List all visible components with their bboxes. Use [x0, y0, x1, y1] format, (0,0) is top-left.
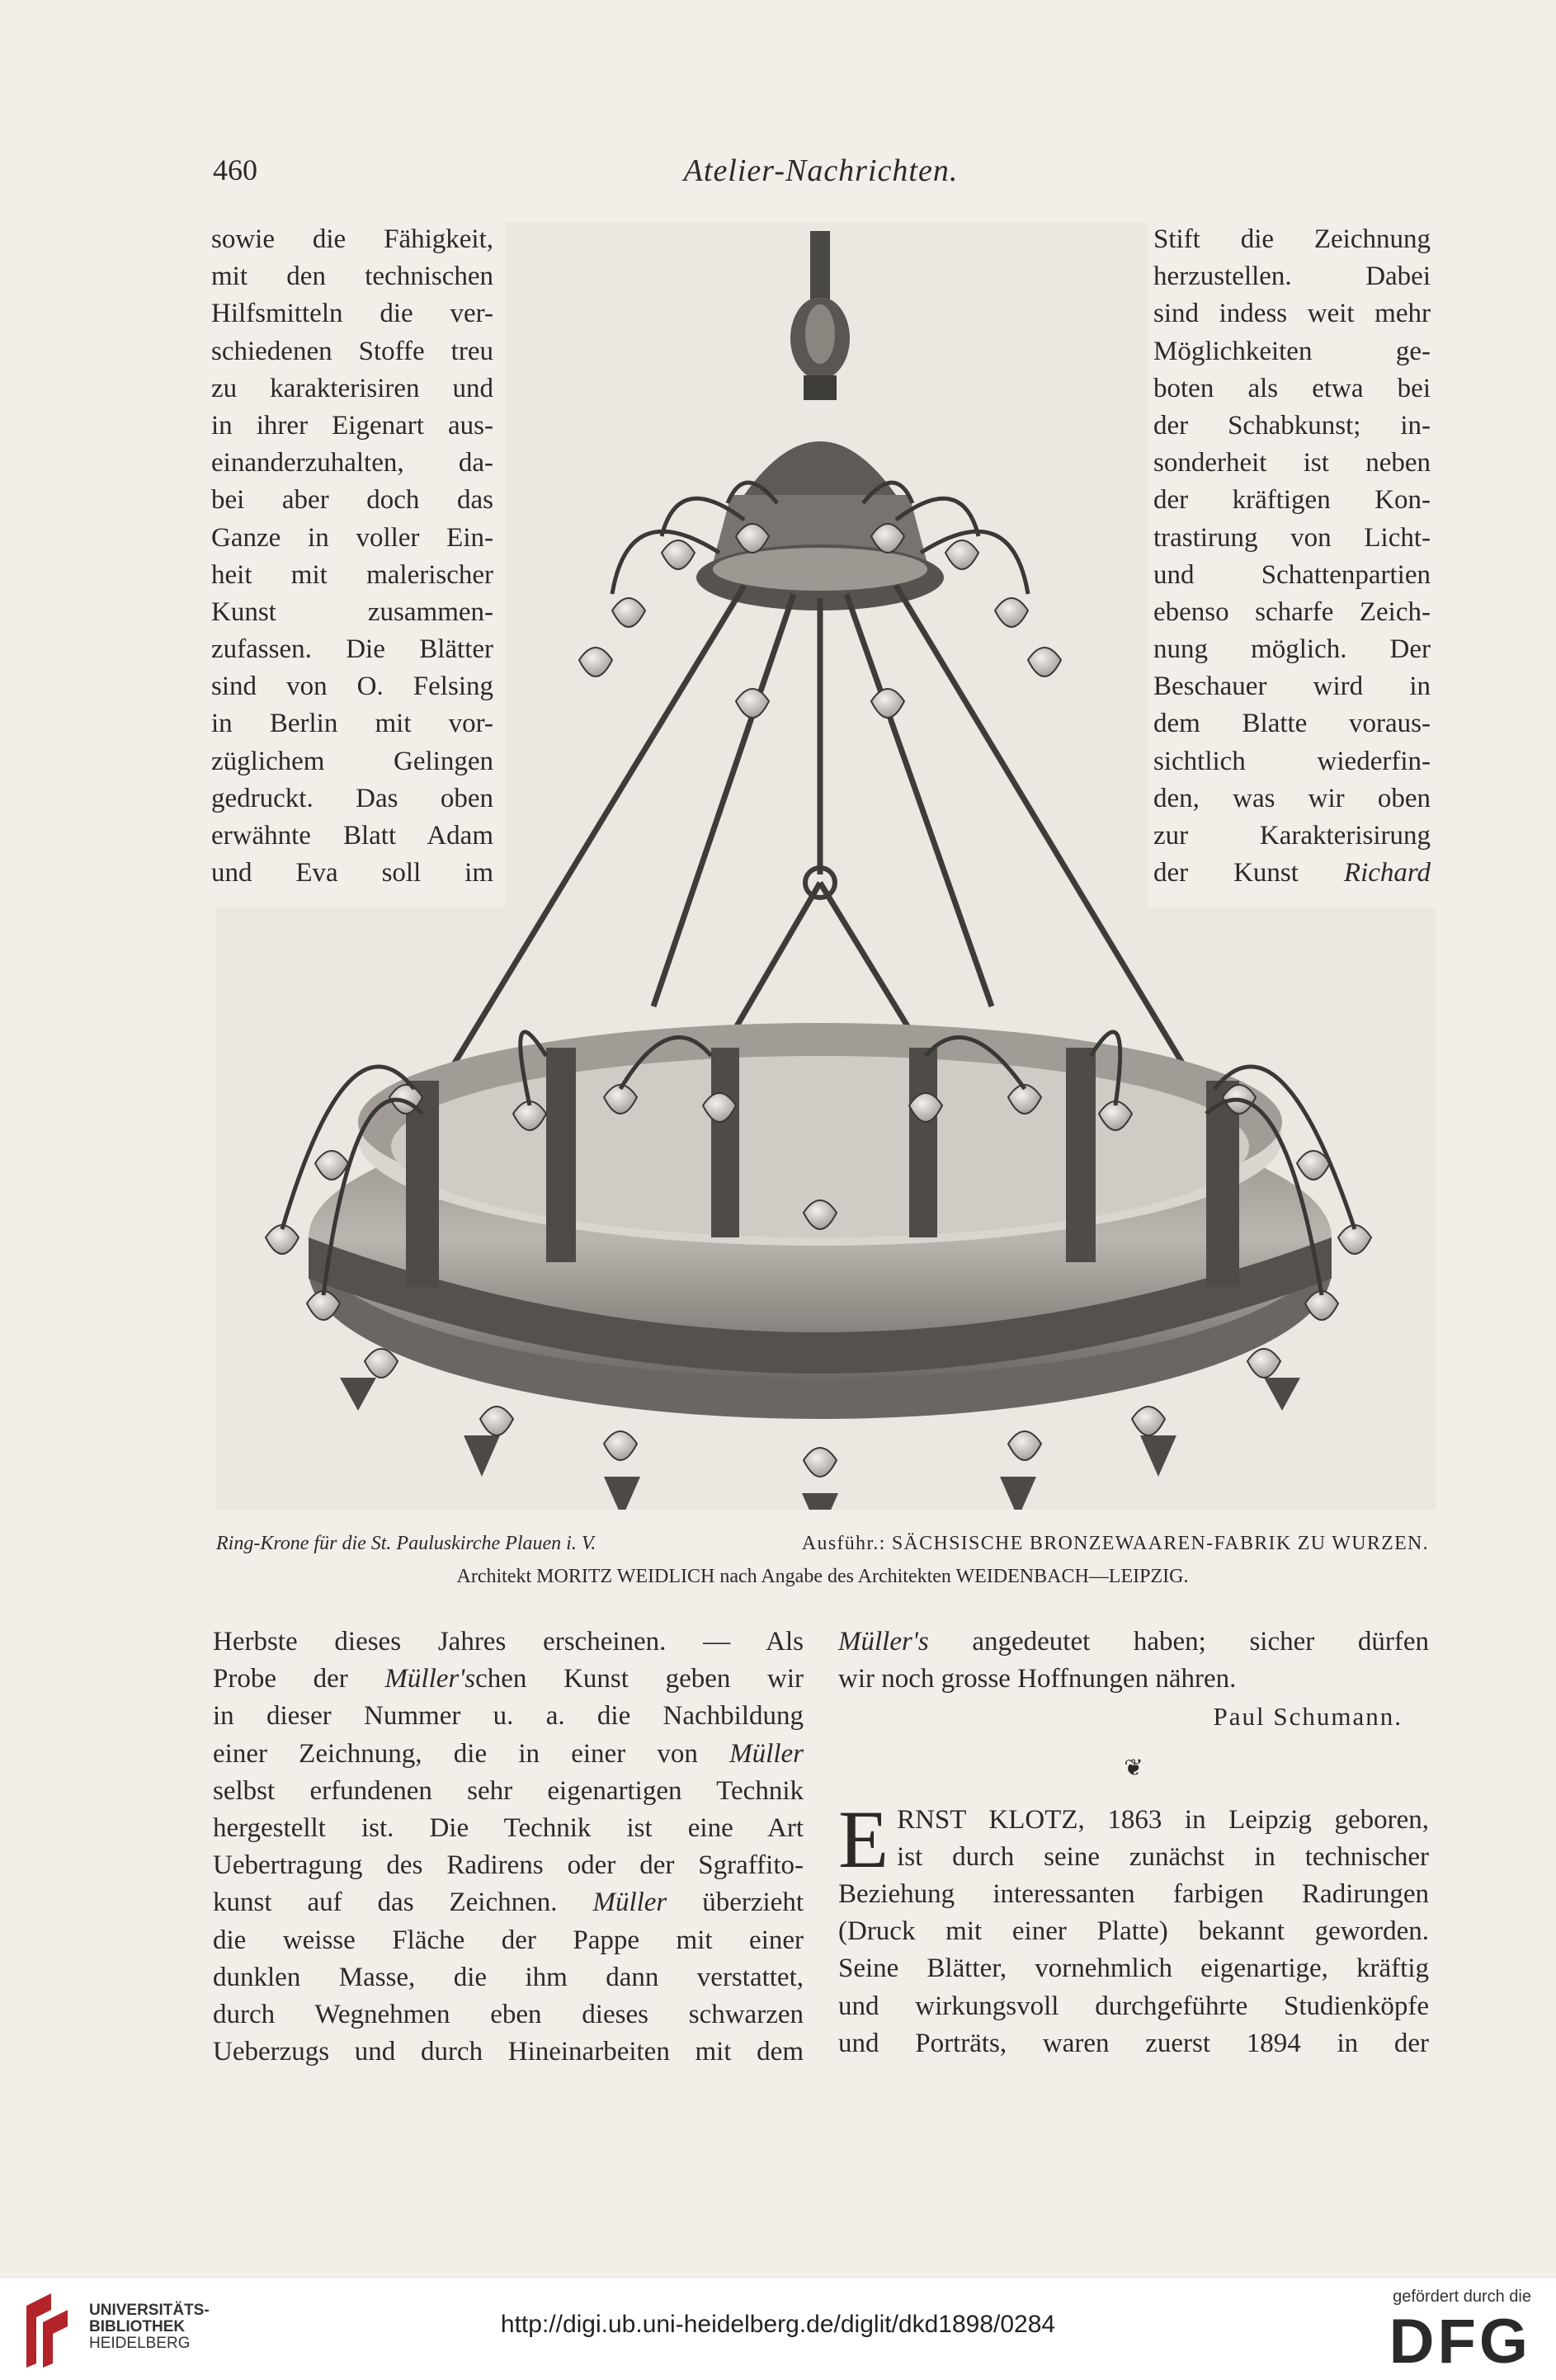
author-signature: Paul Schumann.: [1213, 1702, 1403, 1732]
text-line: nung möglich. Der: [1153, 634, 1431, 665]
funding-note: gefördert durch die: [1393, 2288, 1531, 2306]
text-line: in dieser Nummer u. a. die Nachbildung: [213, 1701, 804, 1732]
text-line: Stift die Zeichnung: [1153, 224, 1431, 254]
italic-name: Richard: [1343, 858, 1431, 888]
text-line: RNST KLOTZ, 1863 in Leipzig geboren,: [897, 1804, 1429, 1835]
text-line: in ihrer Eigenart aus-: [211, 410, 493, 441]
text-line: sind indess weit mehr: [1153, 299, 1431, 329]
page-header: [213, 153, 1429, 202]
text-line: gedruckt. Das oben: [211, 783, 493, 813]
drop-capital: E: [838, 1793, 889, 1885]
text-line: herzustellen. Dabei: [1153, 262, 1431, 292]
text-line: und Porträts, waren zuerst 1894 in der: [838, 2028, 1429, 2058]
text-line: hergestellt ist. Die Technik ist eine Art: [213, 1812, 804, 1843]
text-line: der kräftigen Kon-: [1153, 485, 1431, 516]
text-line: dem Blatte voraus-: [1153, 709, 1431, 739]
text-line: einanderzuhalten, da-: [211, 448, 493, 478]
top-right-column: [1153, 221, 1431, 892]
text-line: die weisse Fläche der Pappe mit einer: [213, 1925, 804, 1955]
text-line: Ueberzugs und durch Hineinarbeiten mit dem: [213, 2037, 804, 2067]
text-line: ebenso scharfe Zeich-: [1153, 596, 1431, 627]
text-line: ist durch seine zunächst in technischer: [897, 1841, 1429, 1872]
text-line: Seine Blätter, vornehmlich eigenartige, kräftig: [838, 1953, 1429, 1984]
caption-architect: Architekt MORITZ WEIDLICH nach Angabe des Architekten WEIDENBACH—LEIPZIG.: [456, 1566, 1189, 1587]
text-line: wir noch grosse Hoffnungen nähren.: [838, 1664, 1237, 1694]
ornament-icon: ❦: [1124, 1755, 1143, 1781]
text-line: durch Wegnehmen eben dieses schwarzen: [213, 1999, 804, 2029]
text-line: und Schattenpartien: [1153, 559, 1431, 590]
text-line: der Schabkunst; in-: [1153, 410, 1431, 441]
library-line: HEIDELBERG: [89, 2335, 191, 2352]
bottom-right-column: [838, 1624, 1429, 2062]
text-line: züglichem Gelingen: [211, 746, 493, 776]
bottom-left-column: [213, 1624, 804, 2071]
text-line: trastirung von Licht-: [1153, 522, 1431, 553]
text-line: dunklen Masse, die ihm dann verstattet,: [213, 1962, 804, 1992]
top-right-last-line: [1153, 855, 1431, 892]
text-fragment: der Kunst: [1153, 858, 1299, 888]
text-line: Möglichkeiten ge-: [1153, 336, 1431, 366]
text-line: Beschauer wird in: [1153, 672, 1431, 702]
permalink-url[interactable]: http://digi.ub.uni-heidelberg.de/diglit/dkd1898/0284: [500, 2311, 1056, 2338]
text-line: Uebertragung des Radirens oder der Sgraffito-: [213, 1850, 804, 1881]
text-line: Müller's angedeutet haben; sicher dürfen: [838, 1627, 1429, 1657]
text-line: selbst erfundenen sehr eigenartigen Technik: [213, 1775, 804, 1806]
text-line: boten als etwa bei: [1153, 373, 1431, 403]
text-line: bei aber doch das: [211, 485, 493, 516]
text-line: sonderheit ist neben: [1153, 448, 1431, 478]
text-line: und Eva soll im: [211, 858, 493, 888]
text-line: zufassen. Die Blätter: [211, 634, 493, 665]
library-line: UNIVERSITÄTS-: [89, 2302, 210, 2319]
text-line: erwähnte Blatt Adam: [211, 821, 493, 851]
text-line: Hilfsmitteln die ver-: [211, 299, 493, 329]
digitization-footer: [0, 2277, 1556, 2380]
text-line: und wirkungsvoll durchgeführte Studienköpfe: [838, 1991, 1429, 2021]
dfg-logo: DFG: [1389, 2307, 1531, 2377]
text-line: schiedenen Stoffe treu: [211, 336, 493, 366]
text-line: sichtlich wiederfin-: [1153, 746, 1431, 776]
text-line: einer Zeichnung, die in einer von Müller: [213, 1738, 804, 1769]
text-line: Ganze in voller Ein-: [211, 522, 493, 553]
text-line: (Druck mit einer Platte) bekannt geworden.: [838, 1916, 1429, 1947]
text-line: Probe der Müller'schen Kunst geben wir: [213, 1664, 804, 1694]
text-line: mit den technischen: [211, 262, 493, 292]
text-line: Beziehung interessanten farbigen Radirungen: [838, 1878, 1429, 1909]
text-line: Herbste dieses Jahres erscheinen. — Als: [213, 1627, 804, 1657]
text-line: sowie die Fähigkeit,: [211, 224, 493, 254]
caption-title: Ring-Krone für die St. Pauluskirche Plauen i. V.: [216, 1533, 596, 1554]
running-title: Atelier-Nachrichten.: [683, 153, 959, 188]
text-line: kunst auf das Zeichnen. Müller überzieht: [213, 1888, 804, 1918]
text-line: sind von O. Felsing: [211, 672, 493, 702]
top-left-column: [211, 221, 493, 892]
text-line: zur Karakterisirung: [1153, 821, 1431, 851]
text-line: in Berlin mit vor-: [211, 709, 493, 739]
text-line: heit mit malerischer: [211, 559, 493, 590]
text-line: den, was wir oben: [1153, 783, 1431, 813]
library-line: BIBLIOTHEK: [89, 2318, 186, 2335]
text-line: Kunst zusammen-: [211, 596, 493, 627]
caption-credit: Ausführ.: SÄCHSISCHE BRONZEWAAREN-FABRIK ZU WURZEN.: [801, 1533, 1429, 1554]
text-line: zu karakterisiren und: [211, 373, 493, 403]
page-number: 460: [213, 153, 257, 186]
